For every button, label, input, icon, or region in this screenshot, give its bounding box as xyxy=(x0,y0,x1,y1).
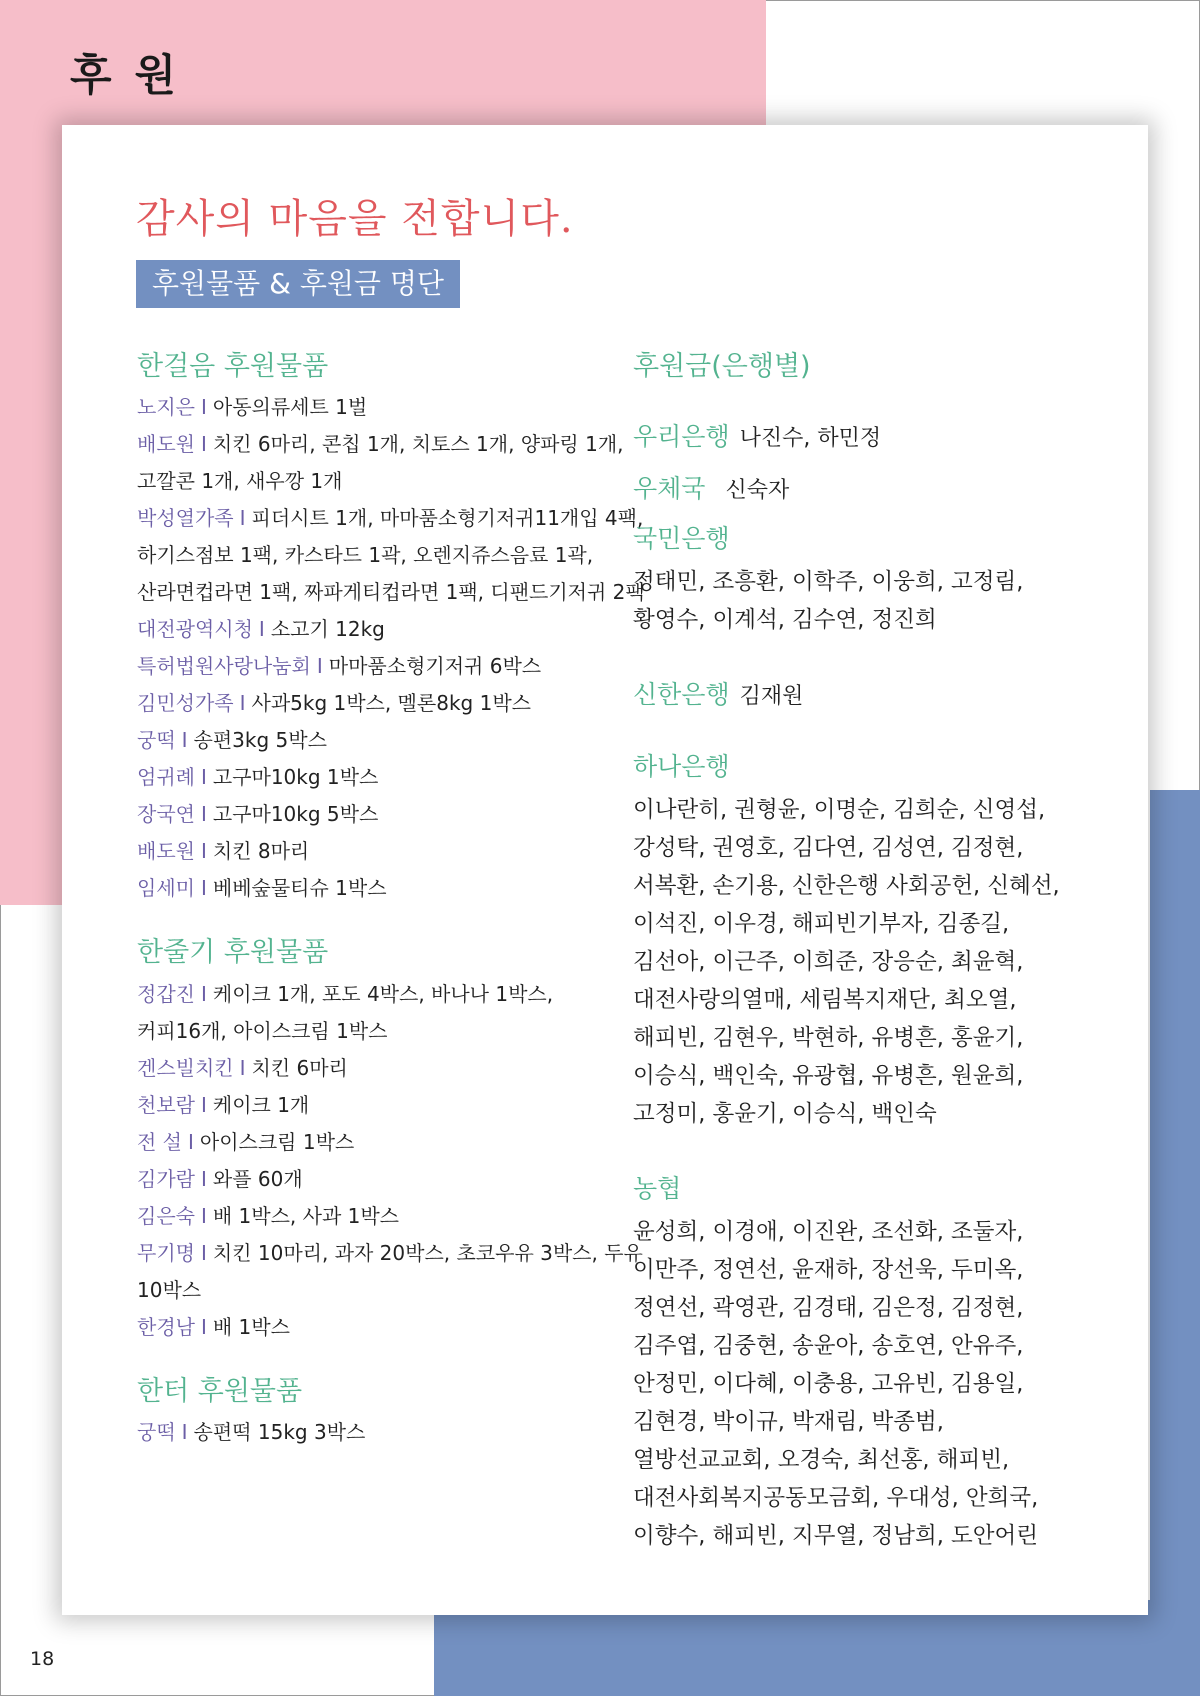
goods-item xyxy=(137,426,649,500)
goods-item xyxy=(137,1414,649,1451)
goods-group xyxy=(137,1376,649,1451)
goods-item xyxy=(137,1235,649,1309)
goods-item xyxy=(137,500,649,611)
donor-name: 대전광역시청 xyxy=(137,617,253,642)
goods-description: 배 1박스 xyxy=(212,1314,290,1339)
goods-item xyxy=(137,1161,649,1198)
separator: I xyxy=(200,1314,207,1339)
bank-entry-nonghyup xyxy=(633,1169,1085,1555)
bank-donors: 나진수, 하민정 xyxy=(739,426,882,452)
bank-donors: 신숙자 xyxy=(725,478,790,504)
goods-description: 송편3kg 5박스 xyxy=(193,728,327,753)
bank-entry-hana xyxy=(633,747,1085,1133)
donor-name: 김가람 xyxy=(137,1166,195,1191)
bank-entry-kookmin xyxy=(633,519,1085,639)
donor-name: 임세미 xyxy=(137,876,195,901)
donor-name: 궁떡 xyxy=(137,1420,176,1445)
separator: I xyxy=(181,728,188,753)
separator: I xyxy=(258,617,265,642)
donor-name: 배도원 xyxy=(137,839,195,864)
separator: I xyxy=(200,802,207,827)
headline: 감사의 마음을 전합니다. xyxy=(136,196,574,242)
donor-name: 엄귀례 xyxy=(137,765,195,790)
separator: I xyxy=(239,506,246,531)
goods-item xyxy=(137,389,649,426)
donor-name: 배도원 xyxy=(137,432,195,457)
separator: I xyxy=(316,654,323,679)
separator: I xyxy=(200,395,207,420)
goods-item xyxy=(137,722,649,759)
donor-name: 정갑진 xyxy=(137,981,195,1006)
page-number: 18 xyxy=(30,1648,55,1670)
bank-name: 우체국 xyxy=(633,474,706,504)
donations-title: 후원금(은행별) xyxy=(633,351,811,382)
donor-name: 전 설 xyxy=(137,1129,182,1154)
goods-item xyxy=(137,611,649,648)
separator: I xyxy=(200,839,207,864)
separator: I xyxy=(181,1420,188,1445)
bank-donors: 김재원 xyxy=(739,684,804,710)
bank-name: 국민은행 xyxy=(633,524,730,554)
goods-group xyxy=(137,937,649,1345)
donations-column xyxy=(633,351,1085,1555)
separator: I xyxy=(200,432,207,457)
goods-item xyxy=(137,1198,649,1235)
donor-name: 한경남 xyxy=(137,1314,195,1339)
goods-item xyxy=(137,1050,649,1087)
goods-group-title: 한걸음 후원물품 xyxy=(137,351,329,382)
goods-description: 사과5kg 1박스, 멜론8kg 1박스 xyxy=(251,691,531,716)
section-title: 후 원 xyxy=(70,51,181,101)
goods-description: 송편떡 15kg 3박스 xyxy=(193,1420,366,1445)
donor-name: 박성열가족 xyxy=(137,506,234,531)
donor-name: 겐스빌치킨 xyxy=(137,1055,234,1080)
goods-description: 아동의류세트 1벌 xyxy=(212,395,368,420)
bank-name: 우리은행 xyxy=(633,422,730,452)
donor-name: 장국연 xyxy=(137,802,195,827)
bank-donors: 윤성희, 이경애, 이진완, 조선화, 조둘자, 이만주, 정연선, 윤재하, 장선욱, 두미옥, 정연선, 곽영관, 김경태, 김은정, 김정현, 김주엽, 김중현, 송윤아, 송호연, 안유주, 안정민, 이다혜, 이충용, 고유빈, 김용일, 김현경, 박이규, 박재림, 박종범, 열방선교교회, 오경숙, 최선홍, 해피빈, 대전사회복지공동모금회, 우대성, 안희국, 이향수, 해피빈, 지무열, 정남희, 도안어린 xyxy=(633,1219,1039,1550)
subtitle-banner: 후원물품 & 후원금 명단 xyxy=(136,260,460,308)
goods-group xyxy=(137,351,649,907)
goods-description: 케이크 1개 xyxy=(212,1092,310,1117)
donor-name: 궁떡 xyxy=(137,728,176,753)
donor-name: 김은숙 xyxy=(137,1203,195,1228)
goods-description: 소고기 12kg xyxy=(270,617,385,642)
goods-description: 마마품소형기저귀 6박스 xyxy=(328,654,542,679)
goods-item xyxy=(137,759,649,796)
separator: I xyxy=(200,1240,207,1265)
goods-group-title: 한줄기 후원물품 xyxy=(137,937,329,969)
goods-description: 베베숲물티슈 1박스 xyxy=(212,876,387,901)
bank-name: 농협 xyxy=(633,1174,682,1204)
goods-item xyxy=(137,796,649,833)
goods-description: 배 1박스, 사과 1박스 xyxy=(212,1203,399,1228)
bank-entry-post xyxy=(633,469,1085,505)
goods-item xyxy=(137,1124,649,1161)
goods-item xyxy=(137,976,649,1050)
goods-group-title: 한터 후원물품 xyxy=(137,1375,303,1407)
donor-name: 무기명 xyxy=(137,1240,195,1265)
goods-description: 아이스크림 1박스 xyxy=(199,1129,355,1154)
goods-description: 치킨 6마리, 콘칩 1개, 치토스 1개, 양파링 1개, 고깔콘 1개, 새우깡 1개 xyxy=(137,432,624,494)
bank-name: 하나은행 xyxy=(633,752,730,782)
separator: I xyxy=(188,1129,194,1154)
goods-description: 고구마10kg 5박스 xyxy=(212,802,379,827)
bank-donors: 이나란히, 권형윤, 이명순, 김희순, 신영섭, 강성탁, 권영호, 김다연, 김성연, 김정현, 서복환, 손기용, 신한은행 사회공헌, 신혜선, 이석진, 이우경, 해피빈기부자, 김종길, 김선아, 이근주, 이희준, 장응순, 최윤혁, 대전사랑의열매, 세림복지재단, 최오열, 해피빈, 김현우, 박현하, 유병흔, 홍윤기, 이승식, 백인숙, 유광협, 유병흔, 원윤희, 고정미, 홍윤기, 이승식, 백인숙 xyxy=(633,797,1060,1128)
goods-description: 치킨 6마리 xyxy=(251,1055,348,1080)
goods-column xyxy=(137,351,649,1451)
goods-item xyxy=(137,870,649,907)
separator: I xyxy=(200,1203,207,1228)
donor-name: 김민성가족 xyxy=(137,691,234,716)
goods-item xyxy=(137,833,649,870)
separator: I xyxy=(200,765,207,790)
bank-name: 신한은행 xyxy=(633,680,730,710)
goods-item xyxy=(137,685,649,722)
content-card xyxy=(62,125,1148,1615)
goods-description: 치킨 10마리, 과자 20박스, 초코우유 3박스, 두유 10박스 xyxy=(137,1240,643,1302)
goods-description: 피더시트 1개, 마마품소형기저귀11개입 4팩, 하기스점보 1팩, 카스타드 1곽, 오렌지쥬스음료 1곽, 산라면컵라면 1팩, 짜파게티컵라면 1팩, 디팬드기저귀 2팩 xyxy=(137,506,645,605)
separator: I xyxy=(200,876,207,901)
bank-donors: 정태민, 조흥환, 이학주, 이웅희, 고정림, 황영수, 이계석, 김수연, 정진희 xyxy=(633,569,1024,634)
separator: I xyxy=(200,1092,207,1117)
goods-description: 고구마10kg 1박스 xyxy=(212,765,379,790)
separator: I xyxy=(200,981,207,1006)
separator: I xyxy=(239,691,246,716)
donor-name: 천보람 xyxy=(137,1092,195,1117)
goods-description: 와플 60개 xyxy=(212,1166,303,1191)
goods-description: 치킨 8마리 xyxy=(212,839,310,864)
goods-item xyxy=(137,1087,649,1124)
goods-item xyxy=(137,648,649,685)
blue-background-block-right xyxy=(1150,790,1200,1696)
separator: I xyxy=(239,1055,246,1080)
goods-description: 케이크 1개, 포도 4박스, 바나나 1박스, 커피16개, 아이스크림 1박스 xyxy=(137,981,554,1043)
donor-name: 노지은 xyxy=(137,395,195,420)
goods-item xyxy=(137,1309,649,1346)
donor-name: 특허법원사랑나눔회 xyxy=(137,654,311,679)
separator: I xyxy=(200,1166,207,1191)
bank-entry-shinhan xyxy=(633,675,1085,711)
bank-entry-woori xyxy=(633,417,1085,453)
